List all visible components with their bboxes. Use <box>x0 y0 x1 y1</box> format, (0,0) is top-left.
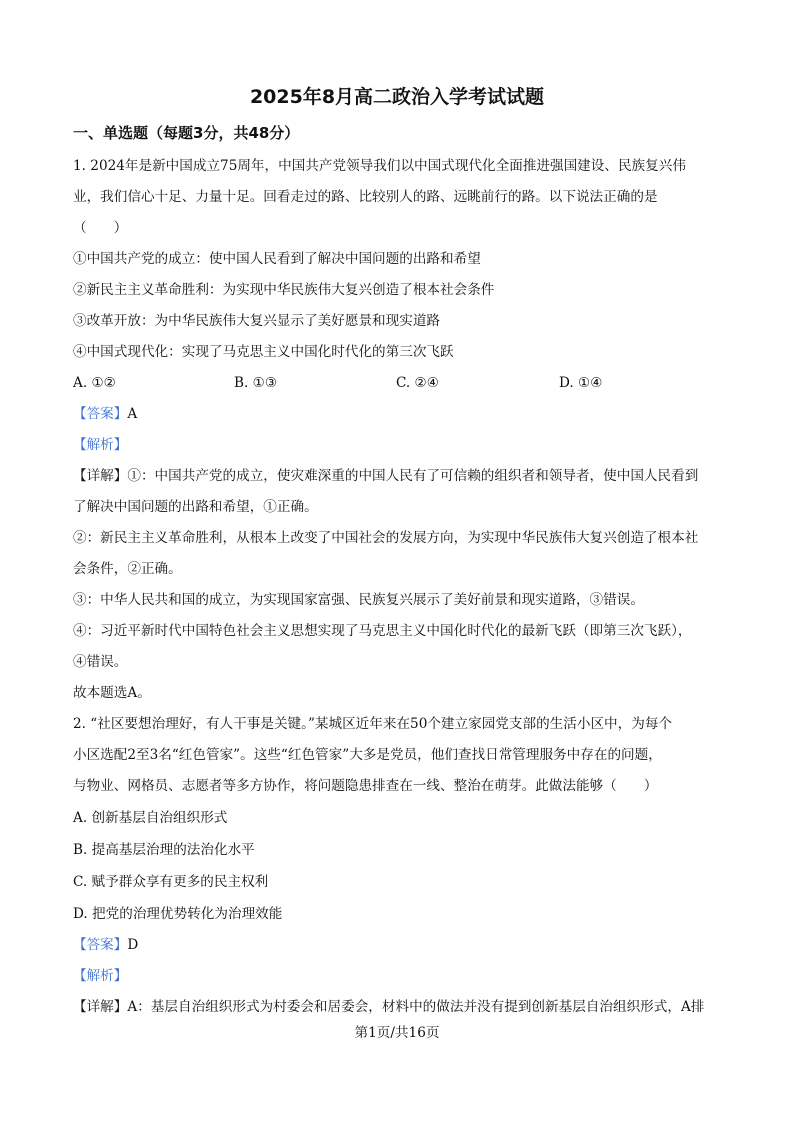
detail-tag: 【详解】 <box>73 999 128 1015</box>
q1-stem-line-3: （ ） <box>73 220 128 236</box>
q1-detail-line-4: 会条件，②正确。 <box>73 561 182 577</box>
q2-option-a: A. 创新基层自治组织形式 <box>73 810 228 826</box>
answer-tag: 【答案】 <box>73 406 128 422</box>
q1-option-b: B. ①③ <box>234 375 278 391</box>
q1-option-d: D. ①④ <box>559 375 603 391</box>
q2-answer <box>73 935 138 955</box>
q1-answer <box>73 404 137 424</box>
q2-option-c: C. 赋予群众享有更多的民主权利 <box>73 874 269 890</box>
q1-detail-line-3: ②：新民主主义革命胜利，从根本上改变了中国社会的发展方向，为实现中华民族伟大复兴创造了根本社 <box>73 530 699 546</box>
q1-detail-line-1 <box>73 466 698 486</box>
q1-option-a: A. ①② <box>73 375 116 391</box>
q1-detail-line-6: ④：习近平新时代中国特色社会主义思想实现了马克思主义中国化时代化的最新飞跃（即第三次飞跃）， <box>73 623 692 639</box>
answer-value: A <box>127 406 138 422</box>
page-footer: 第1页/共16页 <box>354 1025 440 1041</box>
page-title: 2025年8月高二政治入学考试试题 <box>249 86 545 108</box>
answer-tag: 【答案】 <box>73 937 128 953</box>
detail-text: ①：中国共产党的成立，使灾难深重的中国人民有了可信赖的组织者和领导者，使中国人民看到 <box>127 468 699 484</box>
q2-detail-line-1 <box>73 997 704 1017</box>
answer-value: D <box>127 937 139 953</box>
q1-statement-4: ④中国式现代化：实现了马克思主义中国化时代化的第三次飞跃 <box>73 344 454 360</box>
q2-option-b: B. 提高基层治理的法治化水平 <box>73 842 255 858</box>
q1-stem-line-1: 1. 2024年是新中国成立75周年，中国共产党领导我们以中国式现代化全面推进强国建设、民族复兴伟 <box>73 158 686 174</box>
q1-statement-1: ①中国共产党的成立：使中国人民看到了解决中国问题的出路和希望 <box>73 251 481 267</box>
q2-stem-line-1: 2. “社区要想治理好，有人干事是关键。”某城区近年来在50个建立家园党支部的生活小区中，为每个 <box>73 716 673 732</box>
detail-text: A：基层自治组织形式为村委会和居委会，材料中的做法并没有提到创新基层自治组织形式，A排 <box>127 999 705 1015</box>
section-heading: 一、单选题（每题3分，共48分） <box>73 124 300 142</box>
q1-statement-2: ②新民主主义革命胜利：为实现中华民族伟大复兴创造了根本社会条件 <box>73 282 495 298</box>
q1-detail-line-8: 故本题选A。 <box>73 685 151 701</box>
q2-analysis-tag: 【解析】 <box>73 968 128 984</box>
q2-option-d: D. 把党的治理优势转化为治理效能 <box>73 906 283 922</box>
q1-option-c: C. ②④ <box>396 375 439 391</box>
q2-stem-line-2: 小区选配2至3名“红色管家”。这些“红色管家”大多是党员，他们查找日常管理服务中存在的问题， <box>73 747 662 763</box>
q1-detail-line-7: ④错误。 <box>73 654 128 670</box>
q1-statement-3: ③改革开放：为中华民族伟大复兴显示了美好愿景和现实道路 <box>73 313 441 329</box>
q1-detail-line-2: 了解决中国问题的出路和希望，①正确。 <box>73 499 318 515</box>
detail-tag: 【详解】 <box>73 468 128 484</box>
q2-stem-line-3: 与物业、网格员、志愿者等多方协作，将问题隐患排查在一线、整治在萌芽。此做法能够（ ） <box>73 778 658 794</box>
q1-stem-line-2: 业，我们信心十足、力量十足。回看走过的路、比较别人的路、远眺前行的路。以下说法正确的是 <box>73 189 658 205</box>
q1-analysis-tag: 【解析】 <box>73 437 128 453</box>
q1-detail-line-5: ③：中华人民共和国的成立，为实现国家富强、民族复兴展示了美好前景和现实道路，③错误。 <box>73 592 644 608</box>
